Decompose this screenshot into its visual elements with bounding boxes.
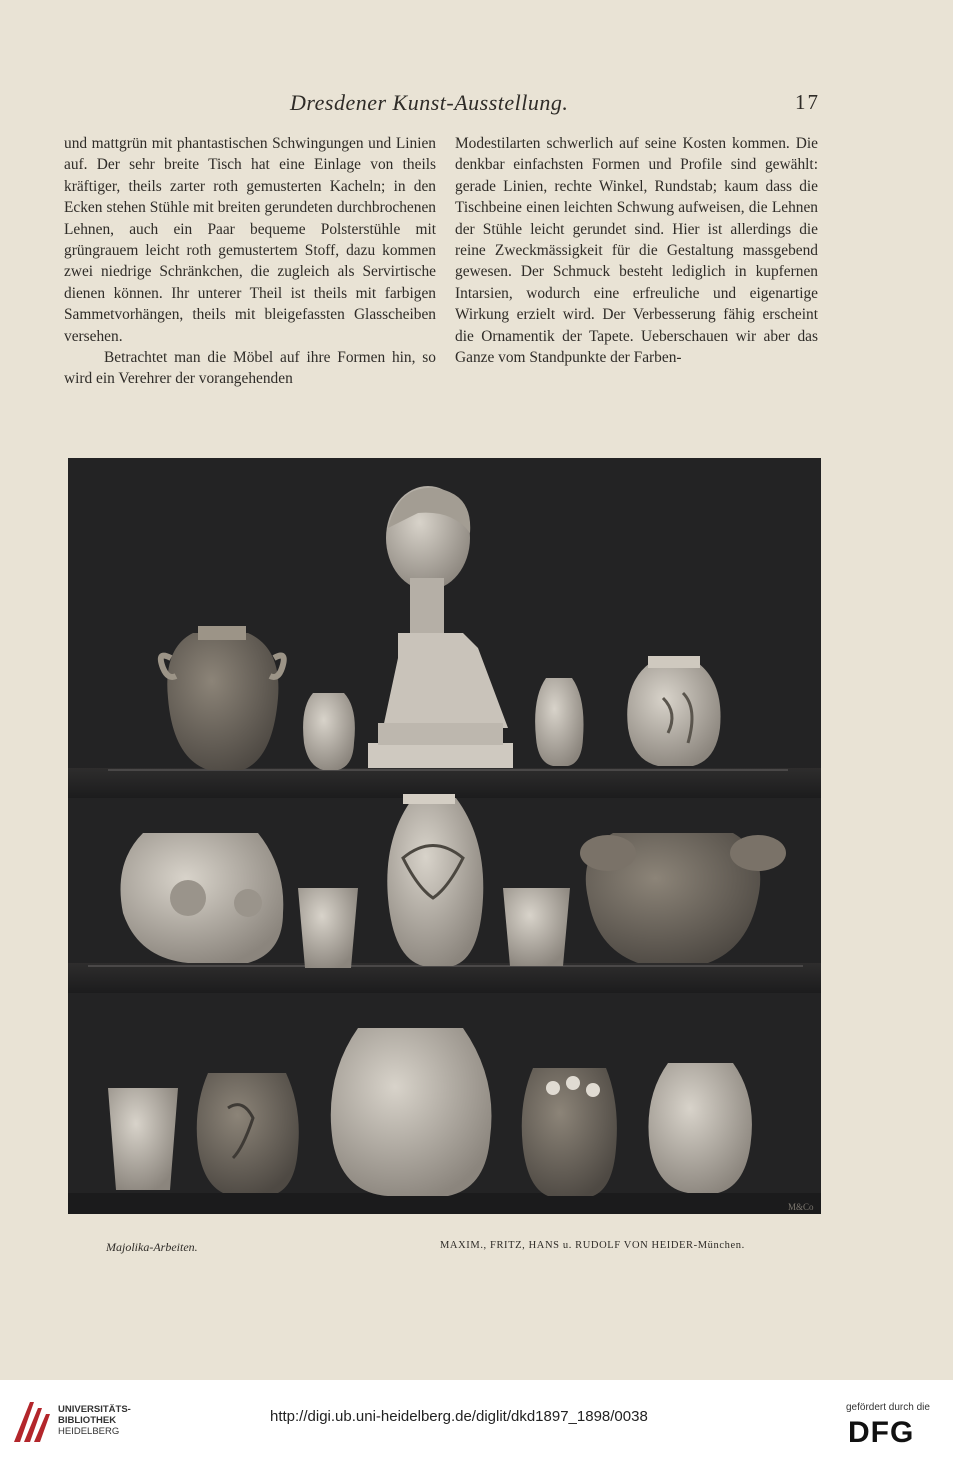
page-number: 17 — [795, 90, 820, 114]
vase — [522, 1068, 617, 1196]
running-head — [0, 90, 953, 118]
cup — [108, 1088, 178, 1190]
vase — [387, 794, 483, 966]
caption-title: Majolika-Arbeiten. — [106, 1240, 198, 1254]
funding-note: gefördert durch die — [846, 1402, 930, 1413]
paragraph: Betrachtet man die Möbel auf ihre Formen hin, so wird ein Verehrer der vorangehenden — [64, 349, 436, 388]
paragraph: und mattgrün mit phantastischen Schwingungen und Linien auf. Der sehr breite Tisch hat eine Einlage von theils kräftiger, theils zarter roth gemusterten Kacheln; in den Ecken stehen Stühle mit breiten gerundeten durchbrochenen Lehnen, auch ein Paar bequeme Polsterstühle mit grüngrauem leicht roth gemustertem Stoff, dazu kommen zwei niedrige Schränkchen, die zugleich als Servirtische dienen können. Ihr unterer Theil ist theils mit farbigen Sammetvorhängen, theils mit bleigefassten Glasscheiben versehen. — [64, 135, 436, 345]
library-line: UNIVERSITÄTS- — [58, 1404, 131, 1415]
shelf-middle — [68, 963, 821, 993]
shelf-top — [68, 768, 821, 798]
permalink[interactable]: http://digi.ub.uni-heidelberg.de/diglit/dkd1897_1898/0038 — [270, 1408, 648, 1425]
vase — [121, 833, 284, 963]
paragraph: Modestilarten schwerlich auf seine Kosten kommen. Die denkbar einfachsten Formen und Profile sind gewählt: gerade Linien, rechte Winkel, Rundstab; kaum dass die Tischbeine einen leichten Schwung aufweisen, die Lehnen der Stühle leicht gerundet sind. Hier ist allerdings die reine Zweckmässigkeit für die Gestaltung massgebend gewesen. Der Schmuck besteht lediglich in kupfernen Intarsien, wodurch eine erfreuliche und eigenartige Wirkung erzielt wird. Der Verbesserung fähig erscheint die Ornamentik der Tapete. Ueberschauen wir aber das Ganze vom Standpunkte der Farben- — [455, 135, 818, 367]
photo-illustration — [68, 458, 821, 1214]
library-name — [58, 1404, 131, 1437]
majolica-photograph — [68, 458, 821, 1214]
library-line: HEIDELBERG — [58, 1426, 120, 1437]
text-column-right — [455, 133, 818, 368]
vase — [535, 678, 583, 766]
cup — [298, 888, 358, 968]
caption-artists: MAXIM., FRITZ, HANS u. RUDOLF VON HEIDER-München. — [440, 1240, 745, 1251]
vase — [303, 693, 355, 770]
digitization-footer — [0, 1380, 953, 1458]
cup — [503, 888, 570, 966]
vase — [627, 656, 720, 766]
engraver-monogram: M&Co — [788, 1202, 814, 1212]
dfg-logo: DFG — [848, 1416, 915, 1449]
figure-caption — [0, 1240, 953, 1260]
text-column-left — [64, 133, 436, 390]
vase — [197, 1073, 299, 1193]
running-title: Dresdener Kunst-Ausstellung. — [290, 90, 569, 115]
university-library-logo — [10, 1398, 52, 1444]
vase — [331, 1028, 492, 1196]
vase — [648, 1063, 751, 1193]
library-line: BIBLIOTHEK — [58, 1415, 117, 1426]
